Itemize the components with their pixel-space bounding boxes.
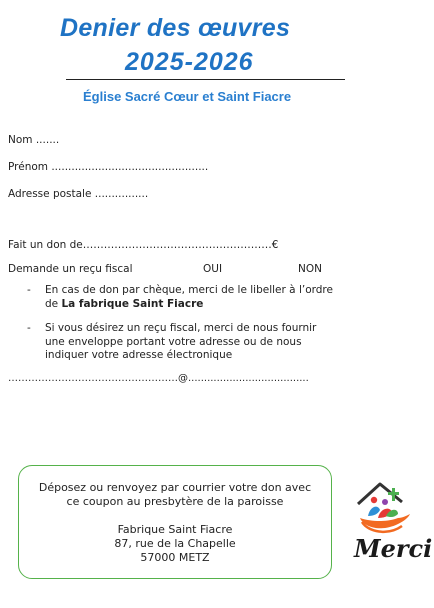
coupon-instruction-line1: Déposez ou renvoyez par courrier votre don avec: [38, 481, 312, 494]
list-dash: -: [27, 284, 31, 296]
note-cheque-line1: En cas de don par chèque, merci de le libeller à l’ordre: [45, 284, 333, 296]
note-cheque: [27, 284, 347, 314]
page-title-line1: Denier des œuvres: [60, 14, 291, 42]
title-divider: [66, 79, 345, 80]
recu-oui-option[interactable]: OUI: [203, 263, 223, 275]
adresse-field[interactable]: Adresse postale ................: [8, 188, 149, 200]
note-recu-line2: une enveloppe portant votre adresse ou de nous: [45, 335, 302, 348]
email-field[interactable]: ……………………………………………@......................................: [8, 373, 309, 384]
coupon-instruction-line2: ce coupon au presbytère de la paroisse: [66, 495, 284, 508]
note-recu-line3: indiquer votre adresse électronique: [45, 349, 233, 361]
coupon-box: [18, 465, 332, 579]
merci-word: Merci: [354, 534, 433, 563]
note-cheque-line2: [45, 298, 203, 312]
payee-name: La fabrique Saint Fiacre: [61, 297, 204, 310]
church-subtitle: Église Sacré Cœur et Saint Fiacre: [83, 89, 292, 104]
coupon-address-city: 57000 METZ: [140, 551, 210, 564]
recu-non-option[interactable]: NON: [298, 263, 322, 275]
coupon-address-street: 87, rue de la Chapelle: [114, 537, 236, 550]
coupon-address-name: Fabrique Saint Fiacre: [117, 523, 233, 536]
note-recu: [27, 322, 347, 366]
don-amount-field[interactable]: Fait un don de………………………………………………€: [8, 239, 279, 251]
merci-logo: [352, 476, 432, 576]
list-dash: -: [27, 322, 31, 334]
prenom-field[interactable]: Prénom ...............................................: [8, 161, 209, 173]
note-cheque-prefix: de: [45, 297, 62, 310]
page-title-year: 2025-2026: [125, 48, 254, 76]
note-recu-line1: Si vous désirez un reçu fiscal, merci de nous fournir: [45, 322, 317, 334]
recu-fiscal-label: Demande un reçu fiscal: [8, 263, 133, 275]
nom-field[interactable]: Nom .......: [8, 134, 60, 146]
